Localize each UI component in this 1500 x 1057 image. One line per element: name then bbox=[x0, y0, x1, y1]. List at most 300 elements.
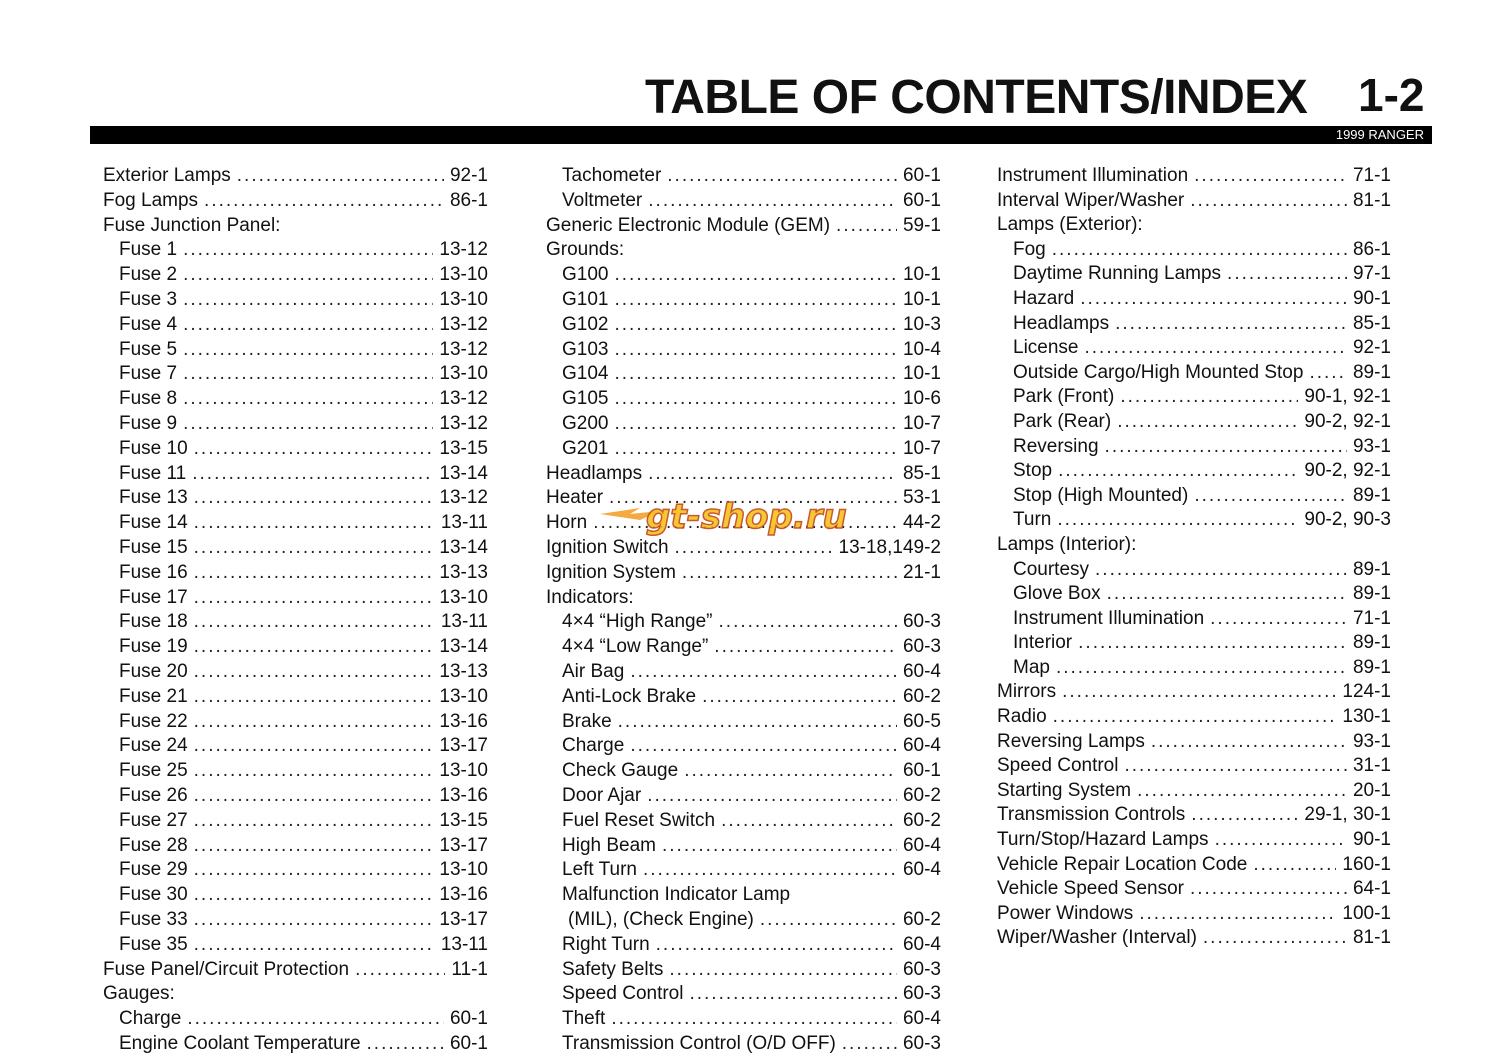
dot-leader bbox=[194, 561, 434, 586]
entry-page: 90-1, 92-1 bbox=[1304, 386, 1391, 408]
entry-page: 97-1 bbox=[1352, 263, 1391, 285]
index-entry bbox=[103, 536, 488, 561]
index-entry bbox=[997, 361, 1391, 386]
dot-leader bbox=[648, 189, 897, 214]
dot-leader bbox=[1056, 656, 1347, 681]
dot-leader bbox=[1309, 361, 1347, 386]
entry-label: Reversing Lamps bbox=[997, 730, 1145, 752]
entry-label: Headlamps bbox=[1013, 312, 1110, 334]
entry-page: 13-16 bbox=[439, 710, 488, 732]
entry-page: 11-1 bbox=[451, 958, 488, 980]
dot-leader bbox=[194, 858, 434, 883]
dot-leader bbox=[1062, 680, 1336, 705]
dot-leader bbox=[183, 263, 433, 288]
entry-page: 13-16 bbox=[439, 884, 488, 906]
entry-label: Horn bbox=[546, 512, 588, 534]
index-entry bbox=[546, 834, 941, 859]
entry-page: 13-17 bbox=[439, 908, 488, 930]
dot-leader bbox=[669, 958, 897, 983]
index-entry bbox=[103, 883, 488, 908]
entry-page: 60-2 bbox=[902, 908, 941, 930]
dot-leader bbox=[194, 710, 434, 735]
entry-label: Lamps (Exterior): bbox=[997, 214, 1143, 236]
dot-leader bbox=[1203, 926, 1347, 951]
entry-label: Malfunction Indicator Lamp bbox=[562, 884, 791, 906]
entry-page: 13-15 bbox=[439, 437, 488, 459]
page-number: 1-2 bbox=[1358, 69, 1425, 121]
entry-page: 13-16 bbox=[439, 784, 488, 806]
entry-page: 10-1 bbox=[902, 288, 941, 310]
index-entry bbox=[997, 410, 1391, 435]
entry-page: 85-1 bbox=[1352, 312, 1391, 334]
index-entry bbox=[103, 362, 488, 387]
entry-label: Transmission Control (O/D OFF) bbox=[562, 1032, 836, 1054]
dot-leader bbox=[1052, 238, 1347, 263]
dot-leader bbox=[183, 238, 433, 263]
entry-page: 13-14 bbox=[439, 636, 488, 658]
dot-leader bbox=[194, 511, 435, 536]
dot-leader bbox=[618, 710, 897, 735]
entry-label: Fuse 29 bbox=[119, 859, 188, 881]
dot-leader bbox=[1124, 754, 1347, 779]
entry-page: 44-2 bbox=[902, 512, 941, 534]
entry-label: Fuse 3 bbox=[119, 288, 178, 310]
index-entry bbox=[997, 582, 1391, 607]
entry-page: 13-17 bbox=[439, 834, 488, 856]
entry-label: Courtesy bbox=[1013, 558, 1090, 580]
entry-page: 10-3 bbox=[902, 313, 941, 335]
index-entry bbox=[546, 982, 941, 1007]
dot-leader bbox=[183, 338, 433, 363]
entry-page: 90-2, 90-3 bbox=[1304, 509, 1391, 531]
dot-leader bbox=[1215, 828, 1347, 853]
index-entry bbox=[103, 238, 488, 263]
entry-page: 10-1 bbox=[902, 363, 941, 385]
index-entry bbox=[103, 412, 488, 437]
index-entry bbox=[546, 958, 941, 983]
index-entry bbox=[997, 385, 1391, 410]
dot-leader bbox=[614, 288, 896, 313]
dot-leader bbox=[1053, 705, 1337, 730]
dot-leader bbox=[1058, 459, 1298, 484]
index-entry bbox=[103, 1032, 488, 1057]
entry-label: Vehicle Speed Sensor bbox=[997, 878, 1184, 900]
index-entry bbox=[103, 710, 488, 735]
entry-label: Fuel Reset Switch bbox=[562, 809, 716, 831]
dot-leader bbox=[204, 189, 444, 214]
entry-page: 60-2 bbox=[902, 809, 941, 831]
entry-page: 10-7 bbox=[902, 412, 941, 434]
index-entry bbox=[103, 958, 488, 983]
index-entry bbox=[546, 189, 941, 214]
dot-leader bbox=[675, 536, 833, 561]
entry-page: 60-4 bbox=[902, 660, 941, 682]
dot-leader bbox=[183, 288, 433, 313]
dot-leader bbox=[1078, 631, 1347, 656]
entry-page: 71-1 bbox=[1352, 607, 1391, 629]
entry-page: 60-2 bbox=[902, 685, 941, 707]
entry-label: Heater bbox=[546, 487, 604, 509]
entry-label: Fuse 2 bbox=[119, 264, 178, 286]
index-entry bbox=[546, 387, 941, 412]
dot-leader bbox=[1190, 189, 1347, 214]
index-entry bbox=[103, 313, 488, 338]
entry-label: Fuse 30 bbox=[119, 884, 188, 906]
entry-label: Map bbox=[1013, 656, 1050, 678]
entry-page: 92-1 bbox=[1352, 337, 1391, 359]
dot-leader bbox=[643, 858, 897, 883]
index-entry bbox=[546, 437, 941, 462]
entry-page: 13-12 bbox=[439, 313, 488, 335]
index-heading bbox=[997, 533, 1391, 558]
entry-page: 89-1 bbox=[1352, 583, 1391, 605]
dot-leader bbox=[614, 338, 896, 363]
entry-page: 92-1 bbox=[449, 165, 488, 186]
dot-leader bbox=[1137, 779, 1347, 804]
entry-page: 13-10 bbox=[439, 264, 488, 286]
entry-label: Fuse 27 bbox=[119, 809, 188, 831]
dot-leader bbox=[1107, 582, 1347, 607]
entry-page: 130-1 bbox=[1342, 706, 1391, 728]
index-column-2 bbox=[546, 164, 941, 1057]
index-entry bbox=[546, 313, 941, 338]
dot-leader bbox=[1095, 558, 1347, 583]
dot-leader bbox=[702, 685, 897, 710]
entry-page: 13-13 bbox=[439, 660, 488, 682]
entry-page: 60-3 bbox=[902, 1032, 941, 1054]
entry-page: 13-12 bbox=[439, 487, 488, 509]
index-entry bbox=[546, 164, 941, 189]
entry-label: Radio bbox=[997, 706, 1047, 728]
entry-label: Fuse 28 bbox=[119, 834, 188, 856]
entry-page: 90-1 bbox=[1352, 829, 1391, 851]
index-entry bbox=[103, 164, 488, 189]
dot-leader bbox=[183, 313, 433, 338]
index-column-1 bbox=[103, 164, 488, 1057]
dot-leader bbox=[714, 635, 897, 660]
index-entry bbox=[103, 834, 488, 859]
entry-label: G200 bbox=[562, 412, 609, 434]
index-entry bbox=[546, 412, 941, 437]
watermark-logo bbox=[600, 494, 870, 538]
dot-leader bbox=[194, 883, 434, 908]
entry-page: 71-1 bbox=[1352, 165, 1391, 186]
entry-page: 90-2, 92-1 bbox=[1304, 460, 1391, 482]
entry-page: 13-12 bbox=[439, 412, 488, 434]
index-entry bbox=[997, 189, 1391, 214]
index-entry bbox=[997, 558, 1391, 583]
dot-leader bbox=[194, 784, 434, 809]
entry-page: 85-1 bbox=[902, 462, 941, 484]
index-entry bbox=[997, 312, 1391, 337]
dot-leader bbox=[656, 933, 897, 958]
dot-leader bbox=[194, 486, 434, 511]
dot-leader bbox=[719, 610, 897, 635]
entry-page: 60-4 bbox=[902, 834, 941, 856]
entry-label: Anti-Lock Brake bbox=[562, 685, 697, 707]
index-entry bbox=[103, 189, 488, 214]
entry-page: 64-1 bbox=[1352, 878, 1391, 900]
index-entry bbox=[997, 484, 1391, 509]
index-entry bbox=[546, 462, 941, 487]
index-entry bbox=[997, 238, 1391, 263]
index-entry bbox=[997, 853, 1391, 878]
entry-page: 60-1 bbox=[902, 189, 941, 211]
dot-leader bbox=[1085, 336, 1347, 361]
entry-label: Fuse 8 bbox=[119, 388, 178, 410]
entry-page: 53-1 bbox=[902, 487, 941, 509]
entry-page: 59-1 bbox=[902, 214, 941, 236]
entry-page: 10-7 bbox=[902, 437, 941, 459]
index-entry bbox=[997, 877, 1391, 902]
entry-label: Outside Cargo/High Mounted Stop bbox=[1013, 361, 1304, 383]
dot-leader bbox=[194, 933, 435, 958]
index-entry bbox=[103, 784, 488, 809]
entry-label: Fuse 20 bbox=[119, 660, 188, 682]
entry-label: Charge bbox=[562, 735, 625, 757]
index-entry bbox=[546, 635, 941, 660]
entry-page: 89-1 bbox=[1352, 632, 1391, 654]
entry-page: 13-12 bbox=[439, 388, 488, 410]
index-entry bbox=[103, 561, 488, 586]
entry-label: Theft bbox=[562, 1008, 606, 1030]
dot-leader bbox=[1191, 803, 1298, 828]
entry-page: 10-4 bbox=[902, 338, 941, 360]
index-entry bbox=[103, 387, 488, 412]
entry-page: 90-1 bbox=[1352, 287, 1391, 309]
entry-label: Fog bbox=[1013, 238, 1046, 260]
dot-leader bbox=[194, 834, 434, 859]
entry-page: 13-11 bbox=[440, 933, 488, 955]
dot-leader bbox=[194, 536, 434, 561]
entry-page: 81-1 bbox=[1352, 927, 1391, 949]
index-heading bbox=[103, 214, 488, 239]
entry-page: 60-3 bbox=[902, 636, 941, 658]
index-entry bbox=[103, 610, 488, 635]
dot-leader bbox=[194, 685, 434, 710]
dot-leader bbox=[667, 164, 897, 189]
dot-leader bbox=[614, 263, 896, 288]
entry-page: 90-2, 92-1 bbox=[1304, 410, 1391, 432]
entry-page: 60-4 bbox=[902, 859, 941, 881]
entry-label: Reversing bbox=[1013, 435, 1099, 457]
index-entry bbox=[546, 1032, 941, 1057]
index-entry bbox=[546, 561, 941, 586]
entry-label: G101 bbox=[562, 288, 609, 310]
entry-page: 13-14 bbox=[439, 536, 488, 558]
entry-label: Fuse 15 bbox=[119, 536, 188, 558]
index-entry bbox=[997, 164, 1391, 189]
entry-label: Park (Front) bbox=[1013, 386, 1115, 408]
entry-label: Fuse 17 bbox=[119, 586, 188, 608]
index-entry bbox=[546, 536, 941, 561]
index-entry bbox=[997, 508, 1391, 533]
entry-page: 60-4 bbox=[902, 933, 941, 955]
entry-page: 13-10 bbox=[439, 685, 488, 707]
dot-leader bbox=[194, 660, 434, 685]
entry-label: Turn/Stop/Hazard Lamps bbox=[997, 829, 1209, 851]
entry-page: 13-11 bbox=[440, 512, 488, 534]
index-entry bbox=[997, 828, 1391, 853]
dot-leader bbox=[836, 214, 897, 239]
index-entry bbox=[103, 486, 488, 511]
dot-leader bbox=[1194, 164, 1347, 189]
entry-label: 4×4 “Low Range” bbox=[562, 636, 709, 658]
index-entry bbox=[997, 779, 1391, 804]
entry-label: G105 bbox=[562, 388, 609, 410]
entry-label: Fuse 16 bbox=[119, 561, 188, 583]
index-heading bbox=[103, 982, 488, 1007]
index-entry bbox=[997, 607, 1391, 632]
entry-page: 60-1 bbox=[449, 1008, 488, 1030]
index-entry bbox=[546, 710, 941, 735]
index-entry bbox=[997, 926, 1391, 951]
entry-page: 89-1 bbox=[1352, 558, 1391, 580]
entry-label: Turn bbox=[1013, 509, 1052, 531]
model-label: 1999 RANGER bbox=[1335, 127, 1424, 142]
entry-label: Speed Control bbox=[562, 983, 684, 1005]
entry-label: Fuse 10 bbox=[119, 437, 188, 459]
index-entry bbox=[103, 263, 488, 288]
entry-label: Safety Belts bbox=[562, 958, 664, 980]
entry-page: 93-1 bbox=[1352, 730, 1391, 752]
index-entry bbox=[546, 809, 941, 834]
entry-page: 60-3 bbox=[902, 611, 941, 633]
entry-page: 13-10 bbox=[439, 363, 488, 385]
entry-page: 60-5 bbox=[902, 710, 941, 732]
entry-page: 13-12 bbox=[439, 239, 488, 261]
entry-label: Instrument Illumination bbox=[997, 165, 1189, 186]
dot-leader bbox=[1210, 607, 1347, 632]
dot-leader bbox=[194, 908, 434, 933]
entry-label: Fuse 13 bbox=[119, 487, 188, 509]
entry-label: Check Gauge bbox=[562, 760, 679, 782]
dot-leader bbox=[183, 412, 433, 437]
dot-leader bbox=[194, 437, 434, 462]
index-entry bbox=[997, 754, 1391, 779]
dot-leader bbox=[1151, 730, 1347, 755]
index-entry bbox=[546, 263, 941, 288]
index-entry bbox=[997, 730, 1391, 755]
dot-leader bbox=[1227, 262, 1347, 287]
entry-label: Instrument Illumination bbox=[1013, 607, 1205, 629]
dot-leader bbox=[1115, 312, 1347, 337]
dot-leader bbox=[183, 387, 433, 412]
entry-label: Engine Coolant Temperature bbox=[119, 1032, 361, 1054]
entry-page: 89-1 bbox=[1352, 484, 1391, 506]
entry-label: Glove Box bbox=[1013, 583, 1101, 605]
dot-leader bbox=[662, 834, 897, 859]
entry-label: Fuse 1 bbox=[119, 239, 178, 261]
entry-label: Stop (High Mounted) bbox=[1013, 484, 1189, 506]
entry-page: 13-14 bbox=[439, 462, 488, 484]
index-entry bbox=[103, 660, 488, 685]
entry-label: Interior bbox=[1013, 632, 1073, 654]
entry-page: 60-4 bbox=[902, 1008, 941, 1030]
index-entry bbox=[546, 288, 941, 313]
entry-label: Transmission Controls bbox=[997, 804, 1186, 826]
entry-label: Indicators: bbox=[546, 586, 634, 608]
index-entry bbox=[103, 685, 488, 710]
entry-page: 13-11 bbox=[440, 611, 488, 633]
index-entry bbox=[997, 680, 1391, 705]
entry-label: Interval Wiper/Washer bbox=[997, 189, 1185, 211]
index-entry bbox=[546, 784, 941, 809]
index-entry bbox=[546, 734, 941, 759]
index-entry bbox=[546, 610, 941, 635]
index-entry bbox=[546, 214, 941, 239]
dot-leader bbox=[1117, 410, 1298, 435]
dot-leader bbox=[630, 734, 897, 759]
index-entry bbox=[103, 338, 488, 363]
entry-label: Air Bag bbox=[562, 660, 625, 682]
index-entry bbox=[103, 734, 488, 759]
entry-page: 13-10 bbox=[439, 859, 488, 881]
dot-leader bbox=[1194, 484, 1347, 509]
dot-leader bbox=[648, 462, 897, 487]
entry-label: Fuse 18 bbox=[119, 611, 188, 633]
entry-label: G201 bbox=[562, 437, 609, 459]
entry-label: Fuse 14 bbox=[119, 512, 188, 534]
entry-label: Daytime Running Lamps bbox=[1013, 263, 1222, 285]
dot-leader bbox=[1057, 508, 1298, 533]
index-heading bbox=[997, 213, 1391, 238]
entry-label: Generic Electronic Module (GEM) bbox=[546, 214, 831, 236]
index-entry bbox=[997, 902, 1391, 927]
entry-label: Vehicle Repair Location Code bbox=[997, 853, 1248, 875]
index-entry bbox=[103, 511, 488, 536]
dot-leader bbox=[842, 1032, 897, 1057]
index-entry bbox=[997, 336, 1391, 361]
entry-label: Fuse 33 bbox=[119, 908, 188, 930]
dot-leader bbox=[194, 809, 434, 834]
dot-leader bbox=[194, 610, 435, 635]
index-entry bbox=[546, 362, 941, 387]
index-entry bbox=[546, 660, 941, 685]
entry-page: 100-1 bbox=[1342, 902, 1391, 924]
entry-page: 89-1 bbox=[1352, 361, 1391, 383]
entry-page: 31-1 bbox=[1352, 755, 1391, 777]
entry-label: Speed Control bbox=[997, 755, 1119, 777]
dot-leader bbox=[1139, 902, 1336, 927]
dot-leader bbox=[194, 635, 434, 660]
entry-label: Door Ajar bbox=[562, 784, 642, 806]
dot-leader bbox=[684, 759, 897, 784]
index-entry bbox=[546, 759, 941, 784]
index-entry bbox=[546, 338, 941, 363]
entry-label: G100 bbox=[562, 264, 609, 286]
entry-page: 89-1 bbox=[1352, 656, 1391, 678]
entry-page: 13-18,149-2 bbox=[838, 536, 941, 558]
index-heading bbox=[546, 586, 941, 611]
entry-label: Fuse 21 bbox=[119, 685, 188, 707]
entry-page: 86-1 bbox=[449, 189, 488, 211]
page-title: TABLE OF CONTENTS/INDEX bbox=[645, 71, 1308, 124]
entry-label: Stop bbox=[1013, 460, 1053, 482]
watermark-text: gt-shop.ru bbox=[646, 497, 847, 537]
entry-label: Hazard bbox=[1013, 287, 1075, 309]
dot-leader bbox=[614, 412, 896, 437]
entry-label: Park (Rear) bbox=[1013, 410, 1112, 432]
dot-leader bbox=[1105, 435, 1347, 460]
dot-leader bbox=[1253, 853, 1336, 878]
entry-label: Mirrors bbox=[997, 681, 1057, 703]
entry-label: Fuse 24 bbox=[119, 735, 188, 757]
entry-page: 21-1 bbox=[902, 561, 941, 583]
entry-label: Right Turn bbox=[562, 933, 650, 955]
entry-page: 13-10 bbox=[439, 288, 488, 310]
entry-label: Headlamps bbox=[546, 462, 643, 484]
